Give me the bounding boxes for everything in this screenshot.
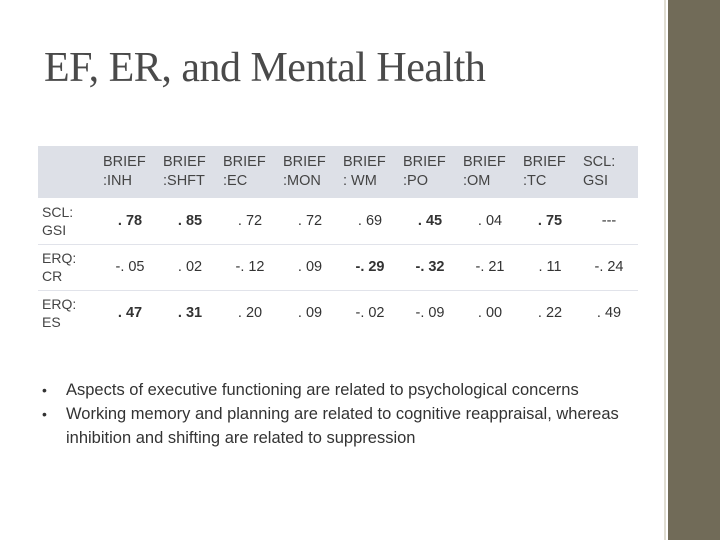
- table-cell: . 72: [237, 212, 263, 229]
- header-brief-inh: BRIEF :INH: [103, 154, 146, 189]
- table-cell: -. 09: [415, 305, 445, 322]
- table-cell: -. 12: [235, 259, 265, 275]
- table-cell: . 09: [297, 259, 323, 275]
- table-cell: -. 02: [355, 305, 385, 322]
- bullet-item: [42, 402, 662, 450]
- table-cell: . 02: [177, 259, 203, 275]
- bullet-icon: •: [42, 406, 47, 422]
- table-cell: . 78: [117, 212, 143, 229]
- bullet-text: Working memory and planning are related to cognitive reappraisal, whereas inhibition and shifting are related to suppression: [66, 405, 619, 447]
- table-cell: . 69: [357, 212, 383, 229]
- header-brief-ec: BRIEF :EC: [223, 154, 266, 189]
- table-row: [38, 198, 638, 244]
- table-cell: . 31: [177, 305, 203, 322]
- row-label: ERQ: ES: [42, 296, 77, 331]
- table-cell: . 11: [538, 259, 562, 275]
- table-cell: . 49: [596, 305, 622, 322]
- header-brief-mon: BRIEF :MON: [283, 154, 326, 189]
- header-brief-po: BRIEF :PO: [403, 154, 446, 189]
- bullet-item: [42, 378, 662, 402]
- table-cell: . 22: [537, 305, 563, 322]
- table-cell: . 75: [537, 212, 563, 229]
- header-scl-gsi: SCL: GSI: [583, 154, 616, 189]
- table-cell: ---: [601, 212, 617, 229]
- header-brief-wm: BRIEF : WM: [343, 154, 386, 189]
- table-cell: -. 29: [355, 259, 385, 275]
- header-brief-om: BRIEF :OM: [463, 154, 506, 189]
- table-cell: . 47: [117, 305, 143, 322]
- table-header-row: [38, 146, 638, 198]
- side-accent-line: [664, 0, 666, 540]
- table-cell: . 45: [417, 212, 443, 229]
- table-cell: . 09: [297, 305, 323, 322]
- header-corner: [38, 146, 100, 198]
- header-brief-shft: BRIEF :SHFT: [163, 154, 206, 189]
- table-cell: . 20: [237, 305, 263, 322]
- table-cell: -. 24: [594, 259, 624, 275]
- table-cell: . 85: [177, 212, 203, 229]
- table-cell: . 04: [477, 212, 503, 229]
- side-accent-bar: [668, 0, 720, 540]
- row-label: ERQ: CR: [42, 250, 77, 284]
- table-cell: -. 21: [475, 259, 505, 275]
- correlation-table: [38, 146, 638, 336]
- table-cell: -. 05: [115, 259, 145, 275]
- header-brief-tc: BRIEF :TC: [523, 154, 566, 189]
- table-row: [38, 244, 638, 290]
- table-cell: . 00: [477, 305, 503, 322]
- table-cell: . 72: [297, 212, 323, 229]
- slide-title: EF, ER, and Mental Health: [44, 45, 486, 91]
- table-cell: -. 32: [415, 259, 445, 275]
- correlation-table-container: [38, 146, 638, 336]
- bullet-text: Aspects of executive functioning are related to psychological concerns: [66, 381, 579, 399]
- bullet-icon: •: [42, 382, 47, 398]
- bullet-list: [42, 378, 662, 450]
- row-label: SCL: GSI: [42, 203, 74, 238]
- table-row: [38, 290, 638, 336]
